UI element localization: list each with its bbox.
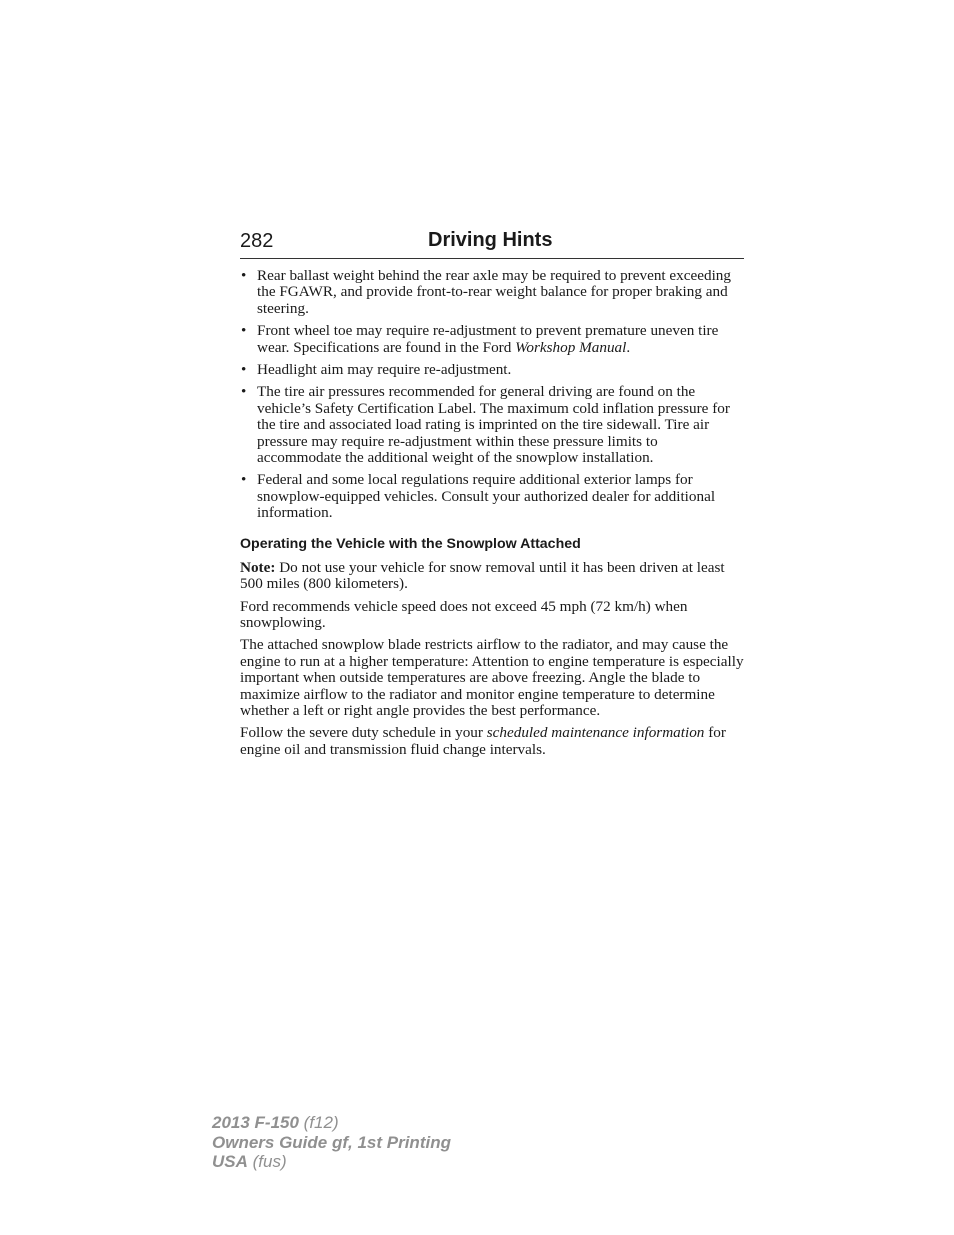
list-item: • Headlight aim may require re-adjustment. [240,362,745,378]
footer-line-guide: Owners Guide gf, 1st Printing [212,1132,451,1152]
list-item: • Rear ballast weight behind the rear axle may be required to prevent exceeding the FGAWR, and provide front-to-rear weight balance for proper braking and steering. [240,268,745,317]
note-paragraph: Note: Do not use your vehicle for snow removal until it has been driven at least 500 miles (800 kilometers). [240,558,725,593]
subheading: Operating the Vehicle with the Snowplow Attached [240,535,581,552]
bullet-list [240,268,745,522]
list-item: • Front wheel toe may require re-adjustment to prevent premature uneven tire wear. Specifications are found in the Ford Workshop Manual. [240,323,745,356]
page-content [240,268,745,764]
page-footer [212,1113,451,1172]
list-item: • The tire air pressures recommended for general driving are found on the vehicle’s Safety Certification Label. The maximum cold inflation pressure for the tire and associated load rating is imprinted on the tire sidewall. Tire air pressure may require re-adjustment within these pressure limits to accommodate the additional weight of the snowplow installation. [240,384,745,466]
schedule-paragraph: Follow the severe duty schedule in your scheduled maintenance information for engine oil and transmission fluid change intervals. [240,724,726,758]
speed-paragraph: Ford recommends vehicle speed does not exceed 45 mph (72 km/h) when snowplowing. [240,597,688,631]
note-label: Note: [240,558,276,576]
footer-line-region: USA (fus) [212,1152,287,1171]
section-title: Driving Hints [428,229,553,251]
list-item: • Federal and some local regulations require additional exterior lamps for snowplow-equipped vehicles. Consult your authorized dealer for additional information. [240,472,745,521]
page-header [240,228,744,259]
workshop-manual-reference: Workshop Manual [515,338,627,356]
airflow-paragraph: The attached snowplow blade restricts airflow to the radiator, and may cause the engine to run at a higher temperature: Attention to engine temperature is especially important when outside temperatures are above freezing. Angle the blade to maximize airflow to the radiator and monitor engine temperature to determine whether a left or right angle provides the best performance. [240,636,744,719]
page-number: 282 [240,230,274,252]
footer-line-model: 2013 F-150 (f12) [212,1113,339,1132]
maintenance-reference: scheduled maintenance information [486,724,705,742]
